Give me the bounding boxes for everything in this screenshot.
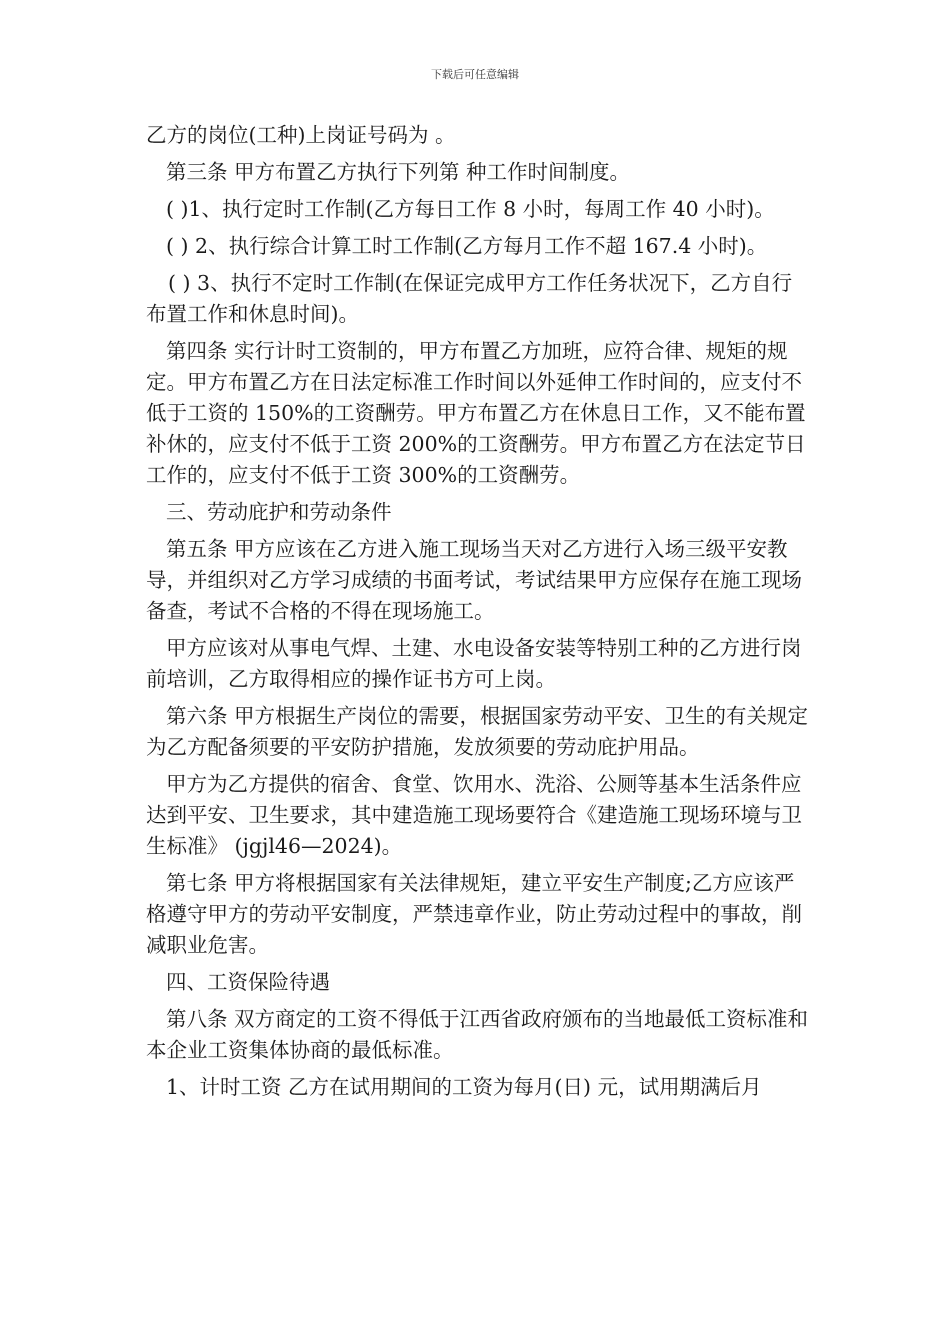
section-heading: 三、劳动庇护和劳动条件 — [166, 500, 392, 524]
paragraph: 乙方的岗位(工种)上岗证号码为 。 — [146, 123, 456, 147]
paragraph: ( ) 3、执行不定时工作制(在保证完成甲方工作任务状况下，乙方自行布置工作和休息时间)。 — [146, 271, 793, 326]
paragraph: 1、计时工资 乙方在试用期间的工资为每月(日) 元，试用期满后月 — [166, 1075, 762, 1099]
document-body — [146, 120, 811, 1109]
paragraph: 第四条 实行计时工资制的，甲方布置乙方加班，应符合律、规矩的规定。甲方布置乙方在日法定标准工作时间以外延伸工作时间的，应支付不低于工资的 150%的工资酬劳。甲方布置乙方在休息日工作，又不能布置补休的，应支付不低于工资 200%的工资酬劳。甲方布置乙方在法定节日工作的，应支付不低于工资 300%的工资酬劳。 — [146, 339, 806, 487]
paragraph: ( )1、执行定时工作制(乙方每日工作 8 小时，每周工作 40 小时)。 — [166, 197, 775, 221]
paragraph: 第八条 双方商定的工资不得低于江西省政府颁布的当地最低工资标准和本企业工资集体协商的最低标准。 — [146, 1007, 809, 1062]
paragraph: 第五条 甲方应该在乙方进入施工现场当天对乙方进行入场三级平安教导，并组织对乙方学习成绩的书面考试，考试结果甲方应保存在施工现场备查，考试不合格的不得在现场施工。 — [146, 537, 802, 623]
section-heading: 四、工资保险待遇 — [166, 970, 330, 994]
paragraph: 第三条 甲方布置乙方执行下列第 种工作时间制度。 — [166, 160, 631, 184]
paragraph: 第七条 甲方将根据国家有关法律规矩，建立平安生产制度;乙方应该严格遵守甲方的劳动平安制度，严禁违章作业，防止劳动过程中的事故，削减职业危害。 — [146, 871, 802, 957]
paragraph: 甲方为乙方提供的宿舍、食堂、饮用水、洗浴、公厕等基本生活条件应达到平安、卫生要求，其中建造施工现场要符合《建造施工现场环境与卫生标准》 (jgjl46—2024)。 — [146, 772, 802, 858]
paragraph: 第六条 甲方根据生产岗位的需要，根据国家劳动平安、卫生的有关规定为乙方配备须要的平安防护措施，发放须要的劳动庇护用品。 — [146, 704, 809, 759]
paragraph: 甲方应该对从事电气焊、土建、水电设备安装等特别工种的乙方进行岗前培训，乙方取得相应的操作证书方可上岗。 — [146, 636, 802, 691]
page-header: 下载后可任意编辑 — [431, 68, 519, 81]
paragraph: ( ) 2、执行综合计算工时工作制(乙方每月工作不超 167.4 小时)。 — [166, 234, 768, 258]
